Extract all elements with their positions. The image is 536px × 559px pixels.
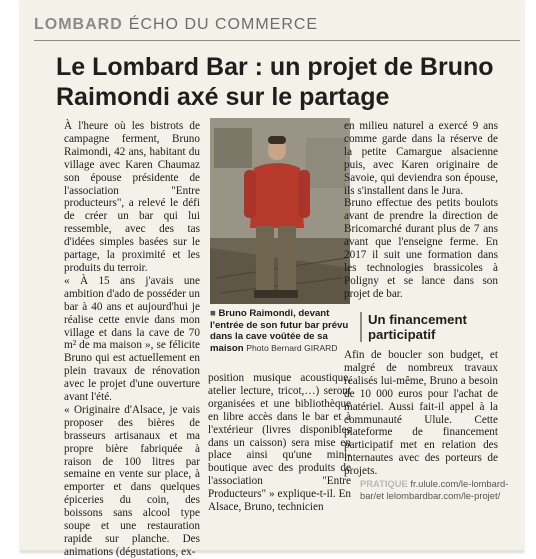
paragraph: À l'heure où les bistrots de campagne ferment, Bruno Raimondi, 42 ans, habitant du village avec Karen Chaumaz son épouse présidente de l'association "Entre producteurs", a relevé le défi de créer un bar qui lui ressemble, avec des tas d'idées simples basées sur le partage, la proximité et les produits du terroir. [64,120,200,274]
column-2 [208,372,351,514]
rubric [34,16,318,34]
headline: Le Lombard Bar : un projet de Bruno Raimondi axé sur le partage [56,53,494,111]
column-3-continued [344,349,498,478]
pratique-url: fr.ulule.com/le-lombard-bar/et lelombardbar.com/le-projet/ [360,478,509,501]
caption-bullet-icon: ■ [210,308,219,319]
bar-photo [210,118,350,304]
pratique-label: PRATIQUE [360,478,408,489]
caption-text: Bruno Raimondi, devant l'entrée de son futur bar prévu dans la cave voûtée de sa maison [210,308,349,354]
rubric-section: LOMBARD [34,16,123,33]
newspaper-clipping [20,0,524,558]
column-1 [64,120,200,559]
photo-caption [210,308,352,354]
paragraph: « À 15 ans j'avais une ambition d'ado de posséder un bar à 40 ans et aujourd'hui je réalise cette envie dans mon village et dans la cave de 70 m² de ma maison », se félicite Bruno qui est actuellement en plein travaux de rénovation avec le projet d'une ouverture avant l'été. [64,274,200,404]
paragraph: « Originaire d'Alsace, je vais proposer des bières de brasseurs artisanaux et ma propre bière fabriquée à raison de 100 litres par semaine en vente sur place, à emporter et dans quelques épiceries du coin, des boissons sans alcool type soupe et une restauration rapide sur planche. Des animations (dégustations, ex- [64,403,200,558]
bar-photo-image [210,118,350,304]
pratique-box [360,478,510,502]
photo-credit: Photo Bernard GIRARD [246,342,338,353]
paragraph: en milieu naturel a exercé 9 ans comme garde dans la réserve de la petite Camargue alsacienne puis, avec Karen originaire de Savoie, qui deviendra son épouse, ils s'installent dans le Jura. [344,120,498,197]
rubric-subtitle: ÉCHO DU COMMERCE [128,16,319,33]
paragraph: Afin de boucler son budget, et malgré de nombreux travaux réalisés lui-même, Bruno a besoin de 10 000 euros pour l'achat de matériel. Aussi fait-il appel à la communauté Ulule. Cette plateforme de financement participatif met en relation des internautes avec des porteurs de projets. [344,349,498,478]
column-3 [344,120,498,301]
rubric-rule [34,40,520,41]
paragraph: Bruno effectue des petits boulots avant de prendre la direction de Bricomarché durant plus de 7 ans avant que l'enseigne ferme. En 2017 il suit une formation dans les technologies brassicoles à Poligny et se lance dans son projet de bar. [344,197,498,300]
subheading: Un financement participatif [360,312,518,342]
paragraph: position musique acoustique, atelier lecture, tricot,…) seront organisées et une bibliothèque en libre accès dans le bar et à l'extérieur (livres disponibles dans un caisson) sera mise en place ainsi qu'une mini-boutique avec des produits de l'association "Entre Producteurs" » explique-t-il. En Alsace, Bruno, technicien [208,372,351,514]
